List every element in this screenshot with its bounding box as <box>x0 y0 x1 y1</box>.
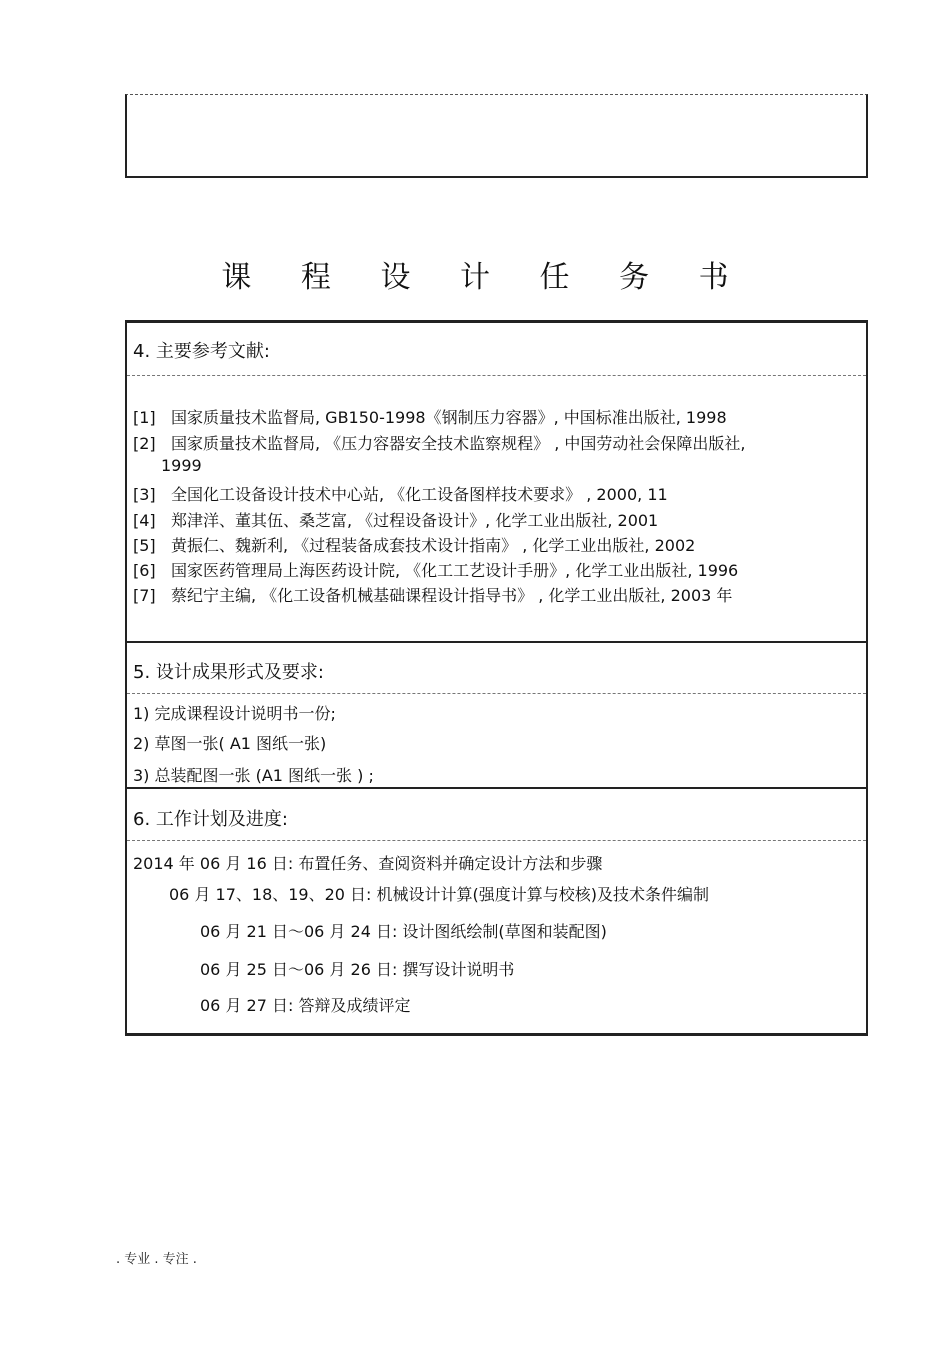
reference-item: [2] 国家质量技术监督局, 《压力容器安全技术监察规程》 , 中国劳动社会保障出版社, <box>133 434 746 453</box>
reference-item: [3] 全国化工设备设计技术中心站, 《化工设备图样技术要求》 , 2000, 11 <box>133 485 668 504</box>
requirement-item: 1) 完成课程设计说明书一份; <box>133 704 336 723</box>
section-6-heading: 6. 工作计划及进度: <box>133 809 288 830</box>
schedule-item: 06 月 17、18、19、20 日: 机械设计计算(强度计算与校核)及技术条件编制 <box>169 885 710 904</box>
page-title: 课 程 设 计 任 务 书 <box>221 260 749 295</box>
reference-item: [6] 国家医药管理局上海医药设计院, 《化工工艺设计手册》, 化学工业出版社, 1996 <box>133 561 739 580</box>
reference-item-continued: 1999 <box>161 456 202 475</box>
task-table <box>125 320 868 1036</box>
schedule-item: 06 月 21 日～06 月 24 日: 设计图纸绘制(草图和装配图) <box>200 922 607 941</box>
top-empty-box <box>125 94 868 178</box>
schedule-item: 06 月 25 日～06 月 26 日: 撰写设计说明书 <box>200 960 515 979</box>
divider <box>127 693 866 694</box>
reference-item: [5] 黄振仁、魏新利, 《过程装备成套技术设计指南》 , 化学工业出版社, 2002 <box>133 536 696 555</box>
section-4-heading: 4. 主要参考文献: <box>133 341 270 362</box>
reference-item: [1] 国家质量技术监督局, GB150-1998《钢制压力容器》, 中国标准出版社, 1998 <box>133 408 727 427</box>
schedule-item: 06 月 27 日: 答辩及成绩评定 <box>200 996 411 1015</box>
requirement-item: 2) 草图一张( A1 图纸一张) <box>133 734 327 753</box>
section-divider <box>127 787 866 789</box>
schedule-item: 2014 年 06 月 16 日: 布置任务、查阅资料并确定设计方法和步骤 <box>133 854 603 873</box>
section-divider <box>127 641 866 643</box>
reference-item: [7] 蔡纪宁主编, 《化工设备机械基础课程设计指导书》 , 化学工业出版社, 2003 年 <box>133 586 733 605</box>
reference-item: [4] 郑津洋、董其伍、桑芝富, 《过程设备设计》, 化学工业出版社, 2001 <box>133 511 659 530</box>
requirement-item: 3) 总装配图一张 (A1 图纸一张 ) ; <box>133 766 374 785</box>
divider <box>127 840 866 841</box>
divider <box>127 375 866 376</box>
section-5-heading: 5. 设计成果形式及要求: <box>133 662 324 683</box>
footer-text: . 专业 . 专注 . <box>116 1252 197 1267</box>
